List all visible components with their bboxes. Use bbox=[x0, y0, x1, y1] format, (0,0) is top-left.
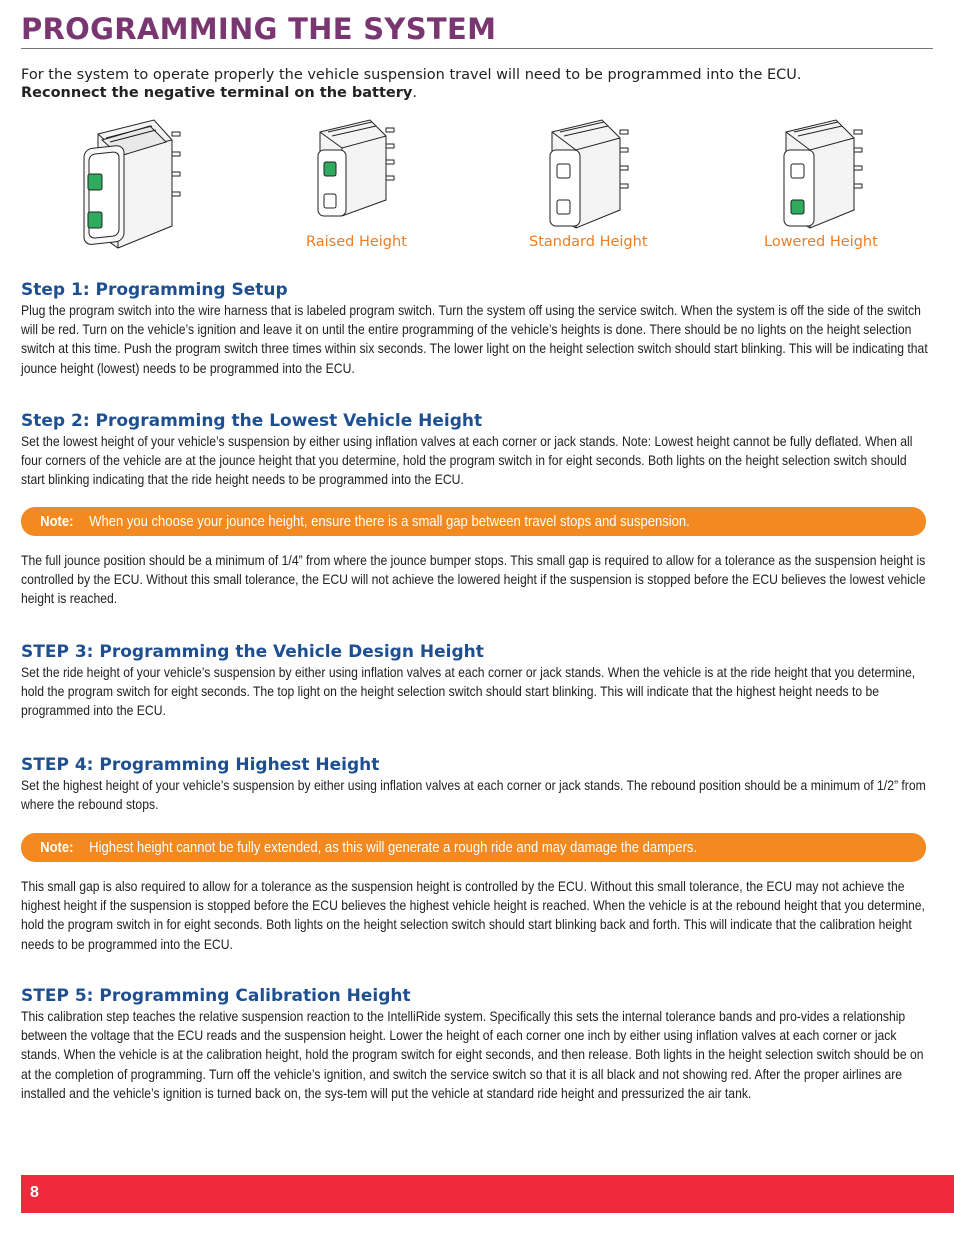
switch-illustration-raised bbox=[316, 118, 408, 218]
step-5-heading: STEP 5: Programming Calibration Height bbox=[21, 986, 411, 1006]
intro-text bbox=[21, 66, 933, 102]
step-4-body: Set the highest height of your vehicle’s suspension by either using inflation valves at each corner or jack stands. The rebound position should be a minimum of 1/2” from where the rebound stops. bbox=[21, 777, 926, 813]
intro-line-1: For the system to operate properly the vehicle suspension travel will need to be programmed into the ECU. bbox=[21, 67, 802, 83]
switch-lowered-top-light bbox=[791, 164, 804, 178]
footer-bar bbox=[21, 1175, 954, 1213]
switch-standard-top-light bbox=[557, 164, 570, 178]
switch-1-top-light bbox=[88, 174, 102, 190]
caption-raised-height: Raised Height bbox=[306, 234, 407, 250]
step-3-body: Set the ride height of your vehicle’s suspension by either using inflation valves at each corner or jack stands. When the vehicle is at the ride height that you determine, hold the program switch for eight seconds. The top light on the height selection switch should start blinking. This will indicate that the highest height needs to be programmed into the ECU. bbox=[21, 664, 916, 719]
page-title: PROGRAMMING THE SYSTEM bbox=[21, 12, 933, 49]
intro-line-2-end: . bbox=[412, 85, 417, 101]
page-number: 8 bbox=[30, 1184, 39, 1201]
step-2-note-label: Note: bbox=[40, 513, 74, 530]
step-4-after: This small gap is also required to allow for a tolerance as the suspension height is controlled by the ECU. Without this small tolerance, the ECU may not achieve the highest height if the suspension is stopped before the ECU believes the highest vehicle height is reached. When the vehicle is at the rebound height that you determine, hold the program switch in for eight seconds. Both lights on the height selection switch should start blinking back and forth. This will indicate that the calibration height needs to be programmed into the ECU. bbox=[21, 878, 925, 952]
step-2-note bbox=[21, 507, 926, 536]
step-2-body: Set the lowest height of your vehicle’s suspension by either using inflation valves at each corner or jack stands. Note: Lowest height cannot be fully deflated. When all four corners of the vehicle are at the jounce height that you determine, hold the program switch in for eight seconds. Both lights on the height selection switch should start blinking indicating that the ride height needs to be programmed into the ECU. bbox=[21, 433, 913, 488]
intro-bold-instruction: Reconnect the negative terminal on the battery bbox=[21, 85, 413, 101]
step-4-note-label: Note: bbox=[40, 839, 74, 856]
switch-1-bottom-light bbox=[88, 212, 102, 228]
switch-illustration-1 bbox=[76, 116, 186, 252]
switch-illustration-standard bbox=[548, 118, 640, 230]
step-3-heading: STEP 3: Programming the Vehicle Design Height bbox=[21, 642, 484, 662]
switch-illustration-lowered bbox=[782, 118, 874, 230]
step-2-note-text: When you choose your jounce height, ensure there is a small gap between travel stops and suspension. bbox=[89, 513, 690, 530]
step-4-note-text: Highest height cannot be fully extended, as this will generate a rough ride and may damage the dampers. bbox=[89, 839, 698, 856]
caption-standard-height: Standard Height bbox=[529, 234, 648, 250]
step-1-heading: Step 1: Programming Setup bbox=[21, 280, 288, 300]
step-5-body: This calibration step teaches the relative suspension reaction to the IntelliRide system. Specifically this sets the internal tolerance bands and pro-vides a relationship between the voltage that the ECU reads and the suspension height. Lower the height of each corner one inch by either using inflation valves at each corner or jack stands. When the vehicle is at the calibration height, hold the program switch for eight seconds, and then release. Both lights in the height selection switch should be on at the completion of programming. Turn off the vehicle’s ignition, and switch the service switch so that it is all black and not showing red. After the proper airlines are installed and the vehicle’s ignition is turned back on, the sys-tem will put the vehicle at standard ride height and pressurized the air tank. bbox=[21, 1008, 924, 1101]
intro-line-2 bbox=[21, 84, 933, 102]
switch-raised-bottom-light bbox=[324, 194, 336, 208]
step-2-heading: Step 2: Programming the Lowest Vehicle Height bbox=[21, 411, 483, 431]
step-1-body: Plug the program switch into the wire harness that is labeled program switch. Turn the system off using the service switch. When the system is off the side of the switch will be red. Turn on the vehicle’s ignition and leave it on until the entire programming of the vehicle’s heights is done. There should be no lights on the height selection switch at this time. Push the program switch three times within six seconds. The lower light on the height selection switch should start blinking. This will be indicating that jounce height (lowest) needs to be programmed into the ECU. bbox=[21, 302, 928, 376]
step-4-note bbox=[21, 833, 926, 862]
switch-standard-bottom-light bbox=[557, 200, 570, 214]
switch-lowered-bottom-light bbox=[791, 200, 804, 214]
step-4-heading: STEP 4: Programming Highest Height bbox=[21, 755, 380, 775]
step-2-after: The full jounce position should be a minimum of 1/4” from where the jounce bumper stops. This small gap is required to allow for a tolerance as the suspension height is controlled by the ECU. Without this small tolerance, the ECU will not achieve the lowered height if the suspension is stopped before the ECU believes the lowest vehicle height is reached. bbox=[21, 552, 926, 607]
switch-raised-top-light bbox=[324, 162, 336, 176]
caption-lowered-height: Lowered Height bbox=[764, 234, 878, 250]
